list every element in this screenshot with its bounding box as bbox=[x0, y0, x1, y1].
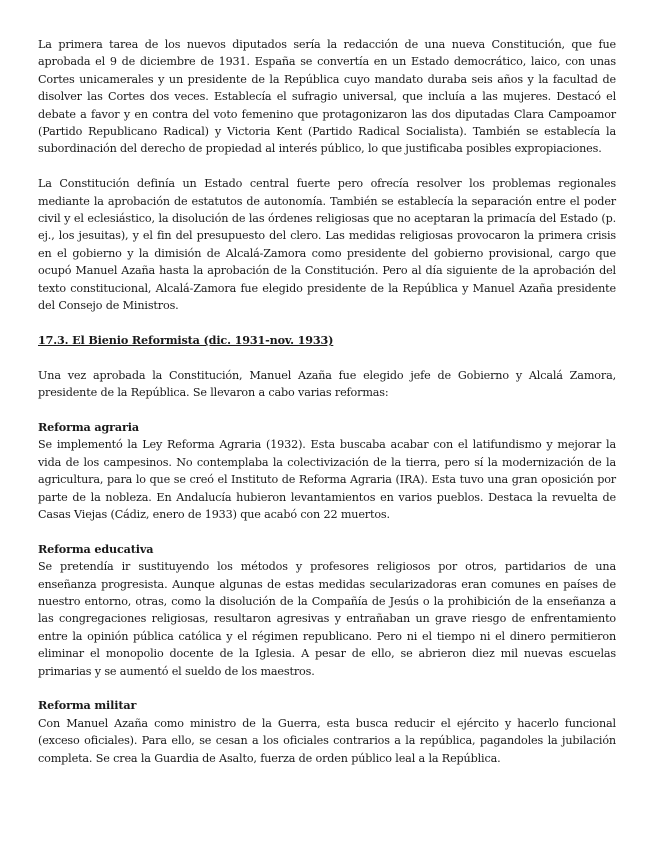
spacer bbox=[38, 523, 616, 540]
spacer bbox=[38, 401, 616, 418]
reform-educativa-text: Se pretendía ir sustituyendo los métodos y profesores religiosos por otros, partidarios de una enseñanza progresista. Aunque algunas de estas medidas secularizadoras eran comunes en países de nuestro entorno, otras, como la disolución de la Compañía de Jesús o la prohibición de la enseñanza a las congregaciones religiosas, resultaron agresivas y entrañaban un grave riesgo de enfrentamiento entre la opinión pública católica y el régimen republicano. Pero ni el tiempo ni el dinero permitieron eliminar el monopolio docente de la Iglesia. A pesar de ello, se abrieron diez mil nuevas escuelas primarias y se aumentó el sueldo de los maestros. bbox=[38, 560, 616, 678]
spacer bbox=[38, 349, 616, 366]
spacer bbox=[38, 314, 616, 331]
reform-agraria-title: Reforma agraria bbox=[38, 419, 139, 434]
reform-militar-title: Reforma militar bbox=[38, 698, 137, 713]
document-page bbox=[38, 36, 616, 767]
reform-educativa-title: Reforma educativa bbox=[38, 541, 154, 556]
section-title: 17.3. El Bienio Reformista (dic. 1931-nov. 1933) bbox=[38, 332, 334, 347]
spacer bbox=[38, 158, 616, 175]
spacer bbox=[38, 680, 616, 697]
paragraph-state-model: La Constitución definía un Estado central fuerte pero ofrecía resolver los problemas regionales mediante la aprobación de estatutos de autonomía. También se establecía la separación entre el poder civil y el eclesiástico, la disolución de las órdenes religiosas que no aceptaran la primacía del Estado (p. ej., los jesuitas), y el fin del presupuesto del clero. Las medidas religiosas provocaron la primera crisis en el gobierno y la dimisión de Alcalá-Zamora como presidente del gobierno provisional, cargo que ocupó Manuel Azaña hasta la aprobación de la Constitución. Pero al día siguiente de la aprobación del texto constitucional, Alcalá-Zamora fue elegido presidente de la República y Manuel Azaña presidente del Consejo de Ministros. bbox=[38, 177, 616, 313]
paragraph-constitution: La primera tarea de los nuevos diputados sería la redacción de una nueva Constitución, que fue aprobada el 9 de diciembre de 1931. España se convertía en un Estado democrático, laico, con unas Cortes unicamerales y un presidente de la República cuyo mandato duraba seis años y la facultad de disolver las Cortes dos veces. Establecía el sufragio universal, que incluía a las mujeres. Destacó el debate a favor y en contra del voto femenino que protagonizaron las dos diputadas Clara Campoamor (Partido Republicano Radical) y Victoria Kent (Partido Radical Socialista). También se establecía la subordinación del derecho de propiedad al interés público, lo que justificaba posibles expropiaciones. bbox=[38, 38, 616, 156]
reform-agraria-text: Se implementó la Ley Reforma Agraria (1932). Esta buscaba acabar con el latifundismo y mejorar la vida de los campesinos. No contemplaba la colectivización de la tierra, pero sí la modernización de la agricultura, para lo que se creó el Instituto de Reforma Agraria (IRA). Esta tuvo una gran oposición por parte de la nobleza. En Andalucía hubieron levantamientos en varios pueblos. Destaca la revuelta de Casas Viejas (Cádiz, enero de 1933) que acabó con 22 muertos. bbox=[38, 438, 616, 521]
reform-militar-text: Con Manuel Azaña como ministro de la Guerra, esta busca reducir el ejército y hacerlo funcional (exceso oficiales). Para ello, se cesan a los oficiales contrarios a la república, pagandoles la jubilación completa. Se crea la Guardia de Asalto, fuerza de orden público leal a la República. bbox=[38, 716, 616, 765]
section-intro: Una vez aprobada la Constitución, Manuel Azaña fue elegido jefe de Gobierno y Alcalá Zamora, presidente de la República. Se llevaron a cabo varias reformas: bbox=[38, 368, 616, 400]
